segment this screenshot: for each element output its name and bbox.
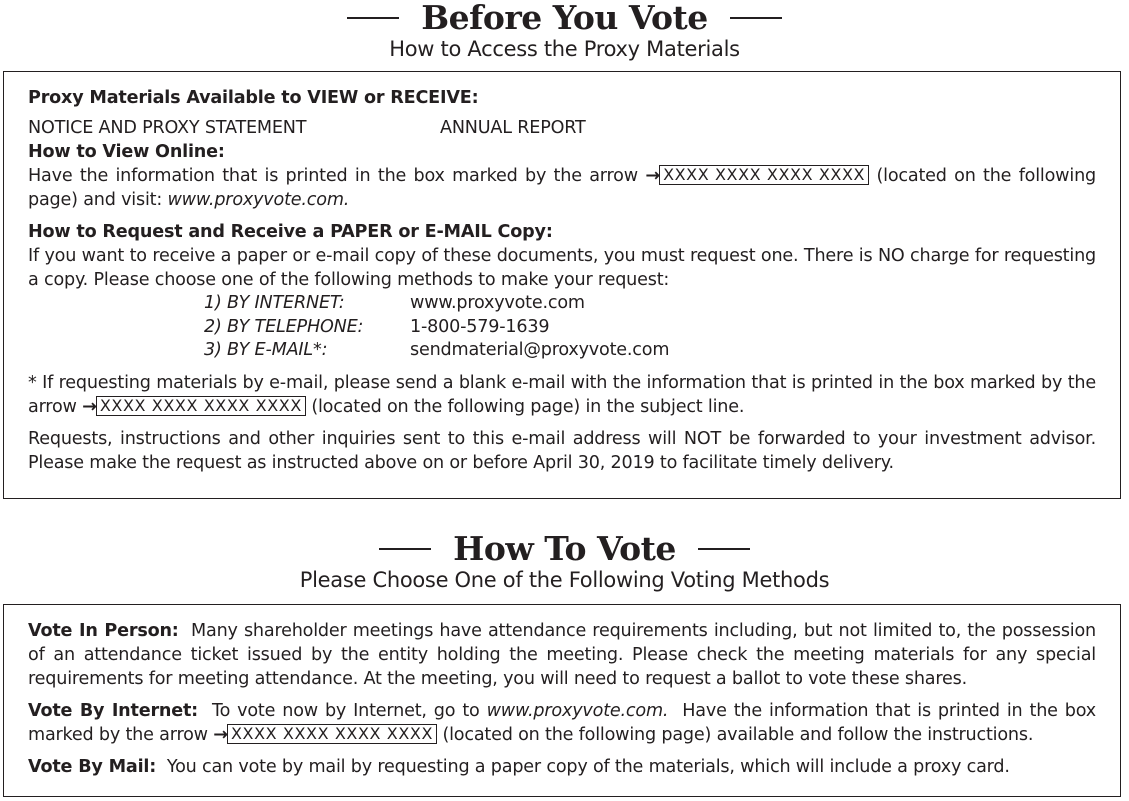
arrow-icon: → — [213, 725, 226, 745]
request-heading: How to Request and Receive a PAPER or E-MAIL Copy: — [28, 222, 553, 242]
before-you-vote-title: Before You Vote — [421, 0, 708, 37]
vote-by-mail: Vote By Mail: You can vote by mail by requesting a paper copy of the materials, which will include a proxy card. — [28, 757, 1010, 777]
vote-by-internet: Vote By Internet: To vote now by Internet, go to www.proxyvote.com. Have the information that is printed in the box marked by the arrow → XXXX XXXX XXXX XXXX (located on the following page) available and follow the instructions. — [28, 701, 1096, 745]
view-online-heading: How to View Online: — [28, 142, 225, 162]
materials-heading: Proxy Materials Available to VIEW or RECEIVE: — [28, 88, 479, 108]
section-subtitle: How to Access the Proxy Materials — [389, 37, 740, 61]
vote-by-internet-heading: Vote By Internet: — [28, 701, 199, 721]
request-methods — [204, 292, 1096, 363]
control-number-box: XXXX XXXX XXXX XXXX — [659, 165, 869, 185]
internet-link[interactable]: www.proxyvote.com — [410, 293, 585, 313]
method-internet: 1) BY INTERNET: www.proxyvote.com — [204, 292, 1096, 316]
arrow-icon: → — [82, 396, 95, 417]
proxyvote-link[interactable]: www.proxyvote.com. — [486, 701, 669, 721]
how-to-vote-title: How To Vote — [453, 529, 676, 568]
before-you-vote-header — [0, 0, 1129, 62]
control-number-box: XXXX XXXX XXXX XXXX — [227, 724, 437, 744]
request-text: If you want to receive a paper or e-mail copy of these documents, you must request one. There is NO charge for requesting a copy. Please choose one of the following methods to make your request: — [28, 246, 1096, 290]
vote-by-mail-heading: Vote By Mail: — [28, 757, 157, 777]
method-email: 3) BY E-MAIL*: sendmaterial@proxyvote.com — [204, 339, 1096, 363]
material-item: ANNUAL REPORT — [440, 118, 586, 138]
material-item: NOTICE AND PROXY STATEMENT — [28, 118, 307, 138]
title-rule-left — [379, 548, 431, 550]
section-subtitle: Please Choose One of the Following Voting Methods — [299, 568, 830, 592]
how-to-vote-header — [0, 531, 1129, 593]
email-footnote: * If requesting materials by e-mail, please send a blank e-mail with the information that is printed in the box marked by the arrow → XXXX XXXX XXXX XXXX (located on the following page) in the subject line. — [28, 372, 1096, 417]
control-number-box: XXXX XXXX XXXX XXXX — [96, 396, 306, 416]
vote-in-person: Vote In Person: Many shareholder meetings have attendance requirements including, but not limited to, the possession of an attendance ticket issued by the entity holding the meeting. Please check the meeting materials for any special requirements for meeting attendance. At the meeting, you will need to request a ballot to vote these shares. — [28, 621, 1096, 689]
title-rule-left — [347, 17, 399, 19]
title-rule-right — [730, 17, 782, 19]
email-link[interactable]: sendmaterial@proxyvote.com — [410, 340, 670, 360]
arrow-icon: → — [645, 166, 659, 186]
voting-methods-box — [3, 604, 1121, 797]
materials-list — [28, 116, 1096, 140]
title-rule-right — [698, 548, 750, 550]
proxy-materials-box — [3, 71, 1121, 499]
notice-text: Requests, instructions and other inquiries sent to this e-mail address will NOT be forwarded to your investment advisor. Please make the request as instructed above on or before April 30, 2019 to facilitate timely delivery. — [28, 428, 1096, 473]
section-title — [347, 0, 781, 36]
proxyvote-link[interactable]: www.proxyvote.com. — [167, 190, 350, 210]
view-online-text: Have the information that is printed in the box marked by the arrow → XXXX XXXX XXXX XXXX (located on the following page) and visit: www.proxyvote.com. — [28, 165, 1096, 210]
vote-in-person-heading: Vote In Person: — [28, 621, 179, 641]
section-title — [379, 531, 750, 567]
telephone-number[interactable]: 1-800-579-1639 — [410, 316, 550, 337]
method-telephone: 2) BY TELEPHONE: 1-800-579-1639 — [204, 316, 1096, 340]
